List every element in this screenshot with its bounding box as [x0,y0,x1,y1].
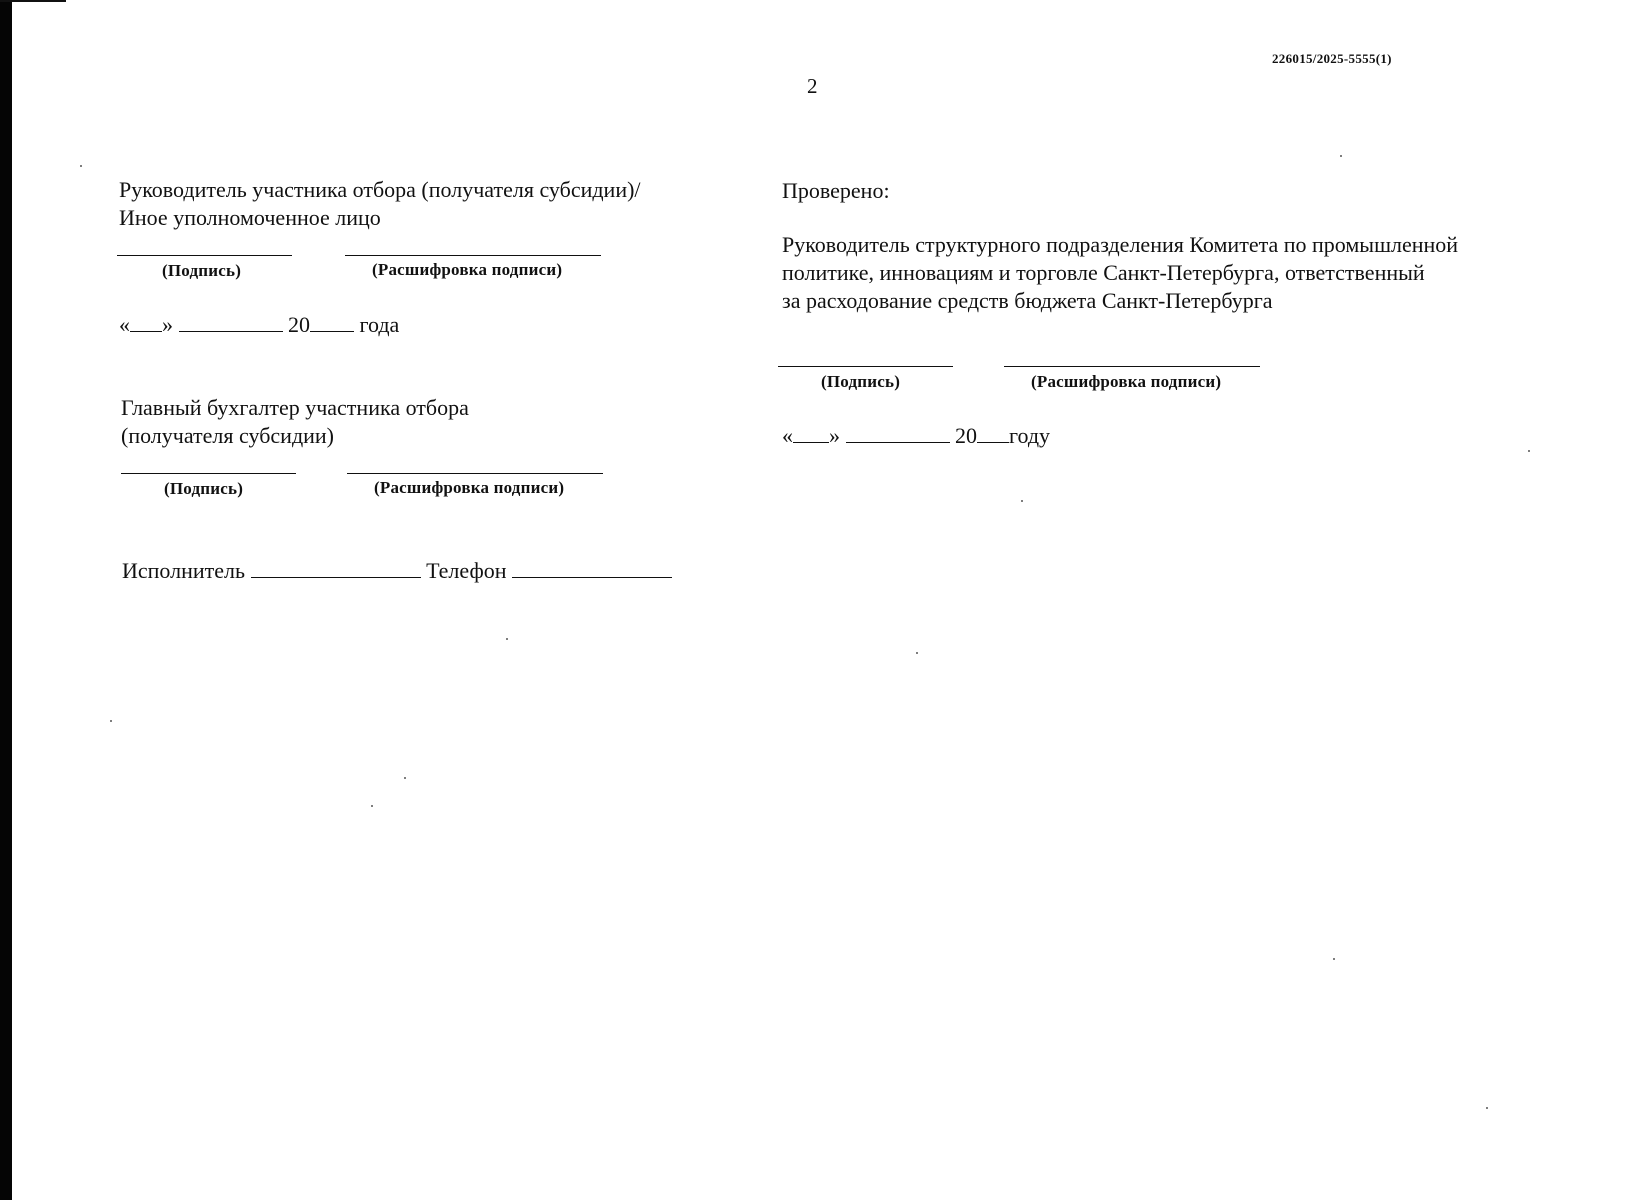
scan-speck [1333,958,1335,960]
head-decoding-caption: (Расшифровка подписи) [372,260,563,279]
responsible-line-1: Руководитель структурного подразделения Комитета по промышленной [782,232,1459,257]
accountant-decoding-caption: (Расшифровка подписи) [374,478,565,497]
accountant-signature-line[interactable] [121,473,296,474]
scan-speck [1340,155,1342,157]
responsible-line-2: политике, инновациям и торговле Санкт-Петербурга, ответственный [782,260,1425,285]
responsible-signature-line[interactable] [778,366,953,367]
responsible-decoding-line[interactable] [1004,366,1260,367]
scan-edge [0,0,12,1200]
date-close-quote: » [162,312,173,337]
scan-speck [1528,450,1530,452]
date-year-prefix: 20 [955,423,977,448]
responsible-line-3: за расходование средств бюджета Санкт-Петербурга [782,288,1273,313]
checked-label: Проверено: [782,178,890,203]
accountant-title-line-1: Главный бухгалтер участника отбора [121,395,469,420]
date-month-blank[interactable] [846,422,950,443]
page-number: 2 [807,74,818,98]
responsible-decoding-caption: (Расшифровка подписи) [1031,372,1222,391]
date-day-blank[interactable] [130,311,162,332]
executor-blank[interactable] [251,557,421,578]
head-decoding-line[interactable] [345,255,601,256]
head-signature-caption: (Подпись) [162,261,242,280]
scan-speck [371,805,373,807]
date-month-blank[interactable] [179,311,283,332]
accountant-title-line-2: (получателя субсидии) [121,423,335,448]
phone-blank[interactable] [512,557,672,578]
head-signature-line[interactable] [117,255,292,256]
responsible-signature-caption: (Подпись) [821,372,901,391]
scan-speck [404,777,406,779]
scan-corner-mark [0,0,66,2]
date-suffix: года [359,312,400,337]
date-open-quote: « [782,423,793,448]
date-day-blank[interactable] [793,422,829,443]
head-date-line [119,311,399,338]
scan-speck [110,720,112,722]
head-title-line-1: Руководитель участника отбора (получателя субсидии)/ [119,177,641,202]
date-year-blank[interactable] [977,422,1009,443]
scan-speck [1021,500,1023,502]
date-suffix: году [1009,423,1051,448]
phone-label: Телефон [426,558,507,583]
accountant-decoding-line[interactable] [347,473,603,474]
scan-speck [916,652,918,654]
scan-speck [506,638,508,640]
scan-speck [1486,1107,1488,1109]
head-title-line-2: Иное уполномоченное лицо [119,205,381,230]
document-number: 226015/2025-5555(1) [1272,51,1392,66]
date-year-blank[interactable] [310,311,354,332]
responsible-date-line [782,422,1050,449]
accountant-signature-caption: (Подпись) [164,479,244,498]
date-close-quote: » [829,423,840,448]
executor-phone-line [122,557,672,584]
scan-speck [80,165,82,167]
executor-label: Исполнитель [122,558,246,583]
date-year-prefix: 20 [288,312,310,337]
date-open-quote: « [119,312,130,337]
